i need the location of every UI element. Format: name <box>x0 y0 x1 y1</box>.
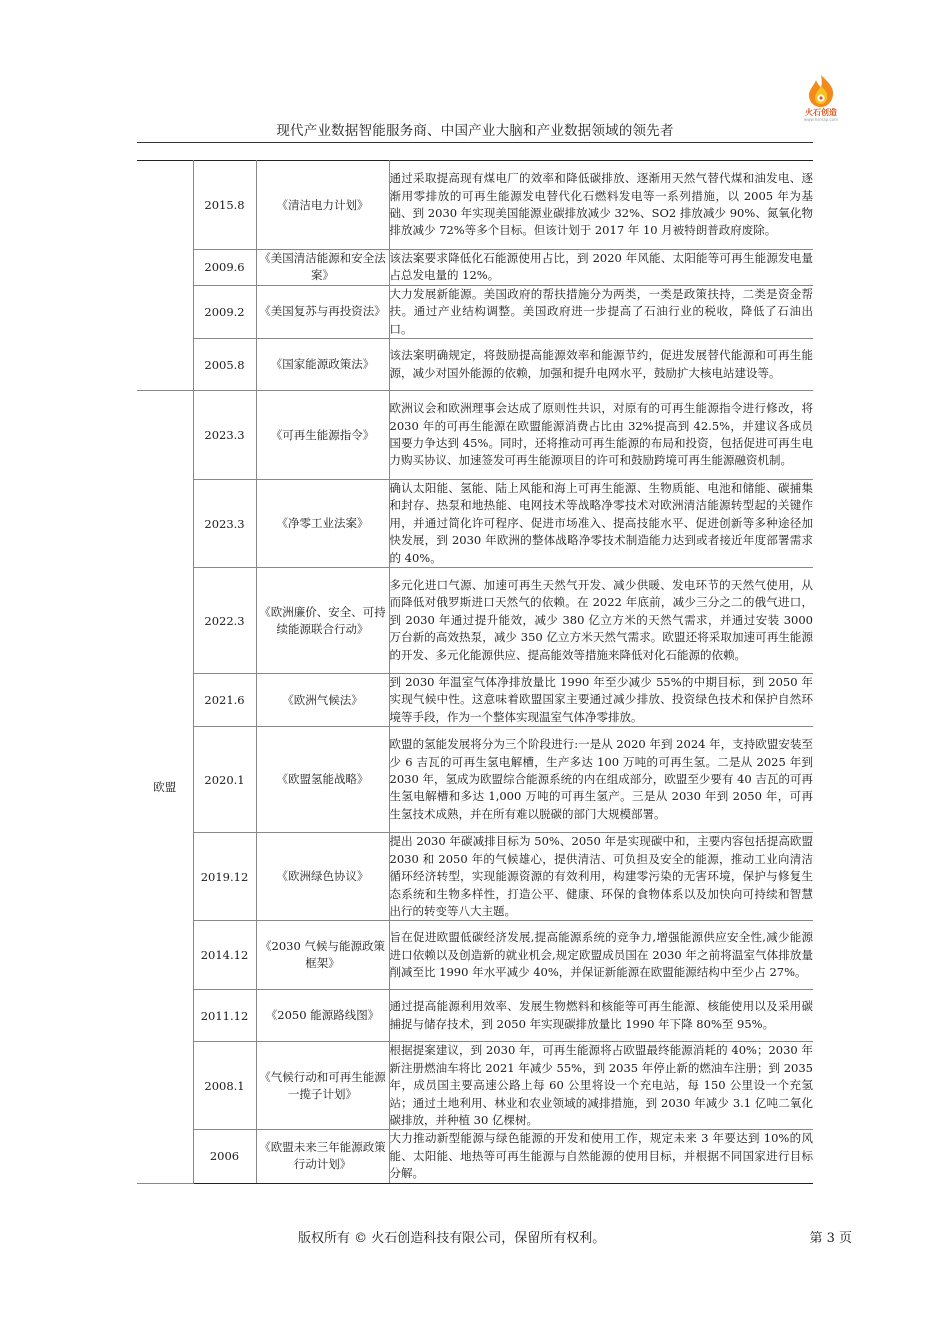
policy-name-cell: 《欧洲廉价、安全、可持续能源联合行动》 <box>256 568 389 674</box>
logo-url-text: www.hsmap.com <box>803 117 839 122</box>
header-divider <box>137 142 813 143</box>
description-cell: 大力推动新型能源与绿色能源的开发和使用工作，规定未来 3 年要达到 10%的风能、太阳能、地热等可再生能源与自然能源的使用目标，并根据不同国家进行目标分解。 <box>389 1130 813 1183</box>
table-row <box>137 161 813 250</box>
date-cell: 2020.1 <box>193 727 256 833</box>
policy-name-cell: 《欧洲绿色协议》 <box>256 833 389 921</box>
date-cell: 2009.2 <box>193 285 256 338</box>
table-row <box>137 1130 813 1183</box>
date-cell: 2015.8 <box>193 161 256 250</box>
date-cell: 2023.3 <box>193 480 256 568</box>
flame-logo-icon <box>806 74 836 108</box>
policy-name-cell: 《欧盟未来三年能源政策行动计划》 <box>256 1130 389 1183</box>
policy-name-cell: 《国家能源政策法》 <box>256 339 389 391</box>
table-row <box>137 921 813 990</box>
description-cell: 确认太阳能、氢能、陆上风能和海上可再生能源、生物质能、电池和储能、碳捕集和封存、热泵和地热能、电网技术等战略净零技术对欧洲清洁能源转型起的关键作用，并通过简化许可程序、促进市场准入、提高技能水平、促进创新等多种途径加快发展，到 2030 年欧洲的整体战略净零技术制造能力达到或者接近年度部署需求的 40%。 <box>389 480 813 568</box>
date-cell: 2022.3 <box>193 568 256 674</box>
description-cell: 通过采取提高现有煤电厂的效率和降低碳排放、逐渐用天然气替代煤和油发电、逐渐用零排放的可再生能源发电替代化石燃料发电等一系列措施，以 2005 年为基础、到 2030 年实现美国能源业碳排放减少 32%、SO2 排放减少 90%、氮氧化物排放减少 72%等多个目标。但该计划于 2017 年 10 月被特朗普政府废除。 <box>389 161 813 250</box>
description-cell: 根据提案建议，到 2030 年，可再生能源将占欧盟最终能源消耗的 40%；2030 年新注册燃油车将比 2021 年减少 55%，到 2035 年停止新的燃油车注册；到 2035 年，成员国主要高速公路上每 60 公里将设一个充电站，每 150 公里设一个充氢站；通过土地利用、林业和农业领域的减排措施，到 2030 年减少 3.1 亿吨二氧化碳排放，并种植 30 亿棵树。 <box>389 1042 813 1130</box>
page-number: 第 3 页 <box>809 1231 852 1246</box>
policy-name-cell: 《欧盟氢能战略》 <box>256 727 389 833</box>
policy-name-cell: 《清洁电力计划》 <box>256 161 389 250</box>
policy-name-cell: 《可再生能源指令》 <box>256 391 389 480</box>
policy-table-body <box>137 161 813 1184</box>
table-row <box>137 480 813 568</box>
table-row <box>137 727 813 833</box>
policy-table <box>137 160 813 1184</box>
description-cell: 该法案明确规定，将鼓励提高能源效率和能源节约，促进发展替代能源和可再生能源，减少对国外能源的依赖，加强和提升电网水平，鼓励扩大核电站建设等。 <box>389 339 813 391</box>
description-cell: 到 2030 年温室气体净排放量比 1990 年至少减少 55%的中期目标，到 2050 年实现气候中性。这意味着欧盟国家主要通过减少排放、投资绿色技术和保护自然环境等手段，作为一个整体实现温室气体净零排放。 <box>389 674 813 727</box>
description-cell: 大力发展新能源。美国政府的帮扶措施分为两类，一类是政策扶持，二类是资金帮扶。通过产业结构调整。美国政府进一步提高了石油行业的税收，降低了石油出口。 <box>389 285 813 338</box>
description-cell: 多元化进口气源、加速可再生天然气开发、减少供暖、发电环节的天然气使用，从而降低对俄罗斯进口天然气的依赖。在 2022 年底前，减少三分之二的俄气进口，到 2030 年通过提升能效，减少 380 亿立方米的天然气需求，并通过安装 3000 万台新的高效热泵，减少 350 亿立方米天然气需求。欧盟还将采取加速可再生能源的开发、多元化能源供应、提高能效等措施来降低对化石能源的依赖。 <box>389 568 813 674</box>
description-cell: 旨在促进欧盟低碳经济发展,提高能源系统的竞争力,增强能源供应安全性,减少能源进口依赖以及创造新的就业机会,规定欧盟成员国在 2030 年之前将温室气体排放量削减至比 1990 年水平减少 40%，并保证新能源在欧盟能源结构中至少占 27%。 <box>389 921 813 990</box>
logo-brand-text: 火石创造 <box>805 108 837 117</box>
date-cell: 2019.12 <box>193 833 256 921</box>
description-cell: 通过提高能源利用效率、发展生物燃料和核能等可再生能源、核能使用以及采用碳捕捉与储存技术，到 2050 年实现碳排放量比 1990 年下降 80%至 95%。 <box>389 990 813 1042</box>
date-cell: 2008.1 <box>193 1042 256 1130</box>
page-header-title: 现代产业数据智能服务商、中国产业大脑和产业数据领域的领先者 <box>276 123 674 139</box>
region-cell <box>137 161 193 391</box>
policy-name-cell: 《2030 气候与能源政策框架》 <box>256 921 389 990</box>
date-cell: 2005.8 <box>193 339 256 391</box>
policy-name-cell: 《2050 能源路线图》 <box>256 990 389 1042</box>
policy-name-cell: 《欧洲气候法》 <box>256 674 389 727</box>
table-row <box>137 391 813 480</box>
policy-name-cell: 《美国清洁能源和安全法案》 <box>256 250 389 286</box>
date-cell: 2006 <box>193 1130 256 1183</box>
region-cell: 欧盟 <box>137 391 193 1184</box>
date-cell: 2021.6 <box>193 674 256 727</box>
date-cell: 2011.12 <box>193 990 256 1042</box>
description-cell: 欧洲议会和欧洲理事会达成了原则性共识，对原有的可再生能源指令进行修改，将 2030 年的可再生能源在欧盟能源消费占比由 32%提高到 42.5%，并建议各成员国要力争达到 45%。同时，还将推动可再生能源的布局和投资，包括促进可再生电力购买协议、加速签发可再生能源项目的许可和鼓励跨境可再生能源融资机制。 <box>389 391 813 480</box>
table-row <box>137 285 813 338</box>
table-row <box>137 833 813 921</box>
table-row <box>137 990 813 1042</box>
description-cell: 欧盟的氢能发展将分为三个阶段进行:一是从 2020 年到 2024 年，支持欧盟安装至少 6 吉瓦的可再生氢电解槽，生产多达 100 万吨的可再生氢。二是从 2025 年到 2030 年，氢成为欧盟综合能源系统的内在组成部分，欧盟至少要有 40 吉瓦的可再生氢电解槽和多达 1,000 万吨的可再生氢产。三是从 2030 年到 2050 年，可再生氢技术成熟，并在所有难以脱碳的部门大规模部署。 <box>389 727 813 833</box>
description-cell: 该法案要求降低化石能源使用占比，到 2020 年风能、太阳能等可再生能源发电量占总发电量的 12%。 <box>389 250 813 286</box>
date-cell: 2009.6 <box>193 250 256 286</box>
date-cell: 2014.12 <box>193 921 256 990</box>
table-row <box>137 250 813 286</box>
table-row <box>137 339 813 391</box>
copyright-notice: 版权所有 © 火石创造科技有限公司，保留所有权利。 <box>298 1231 606 1246</box>
table-row <box>137 1042 813 1130</box>
description-cell: 提出 2030 年碳减排目标为 50%、2050 年是实现碳中和，主要内容包括提高欧盟 2030 和 2050 年的气候雄心，提供清洁、可负担及安全的能源，推动工业向清洁循环经济转型，实现能源资源的有效利用，构建零污染的无害环境，保护与修复生态系统和生物多样性，打造公平、健康、环保的食物体系以及加快向可持续和智慧出行的转变等八大主题。 <box>389 833 813 921</box>
table-row <box>137 674 813 727</box>
table-row <box>137 568 813 674</box>
policy-name-cell: 《美国复苏与再投资法》 <box>256 285 389 338</box>
date-cell: 2023.3 <box>193 391 256 480</box>
policy-name-cell: 《净零工业法案》 <box>256 480 389 568</box>
policy-name-cell: 《气候行动和可再生能源一揽子计划》 <box>256 1042 389 1130</box>
